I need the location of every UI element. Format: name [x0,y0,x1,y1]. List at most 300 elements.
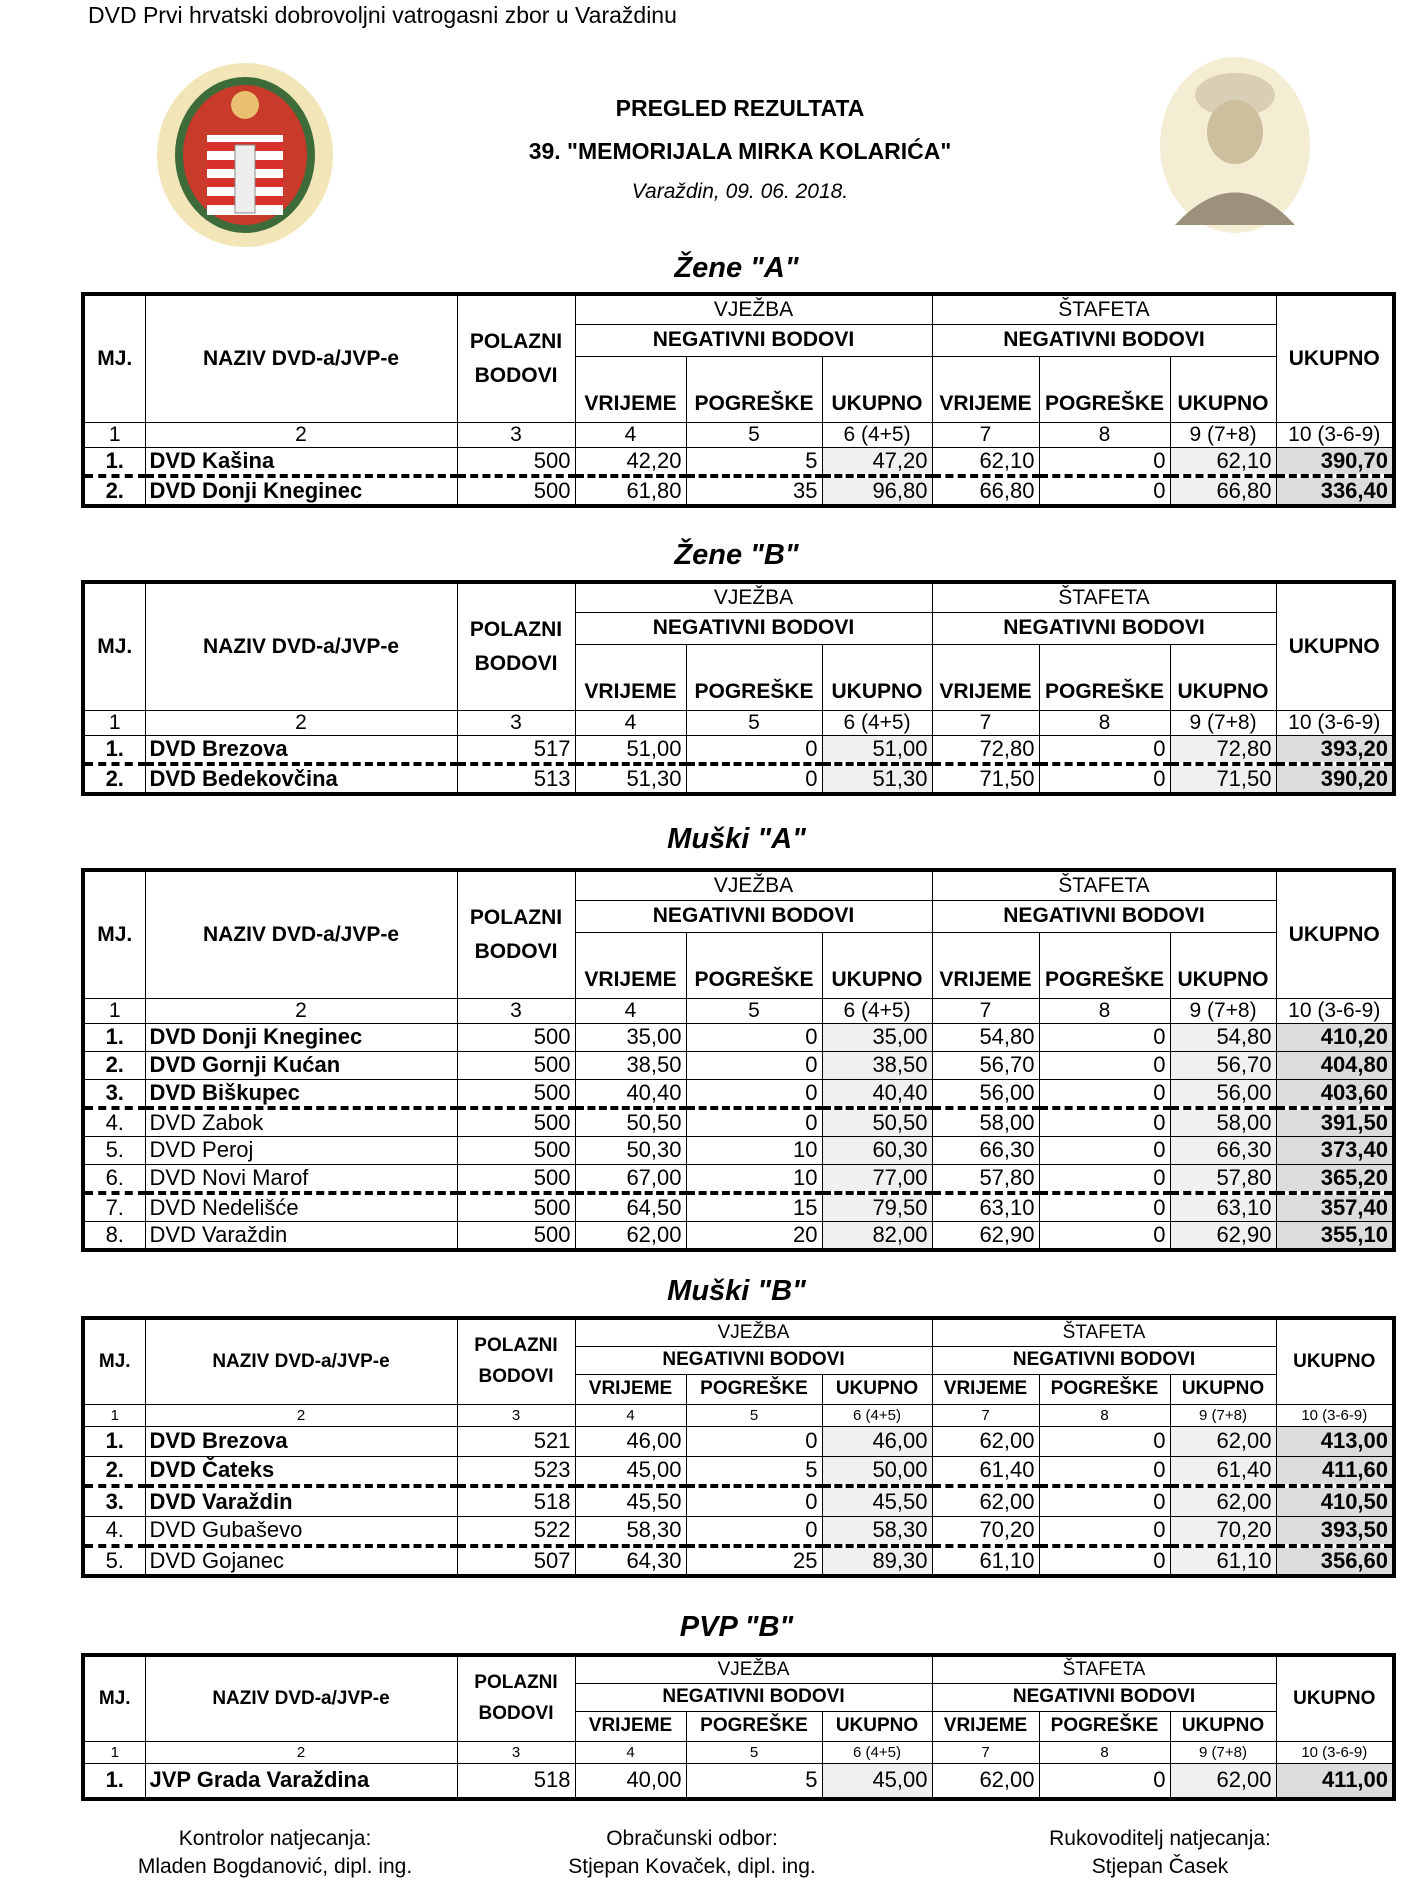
cell: 96,80 [822,476,932,506]
cell: 62,10 [932,447,1039,476]
cell: 0 [1039,1136,1170,1164]
cell: 500 [457,447,575,476]
col-header-vrijeme: VRIJEME [575,644,686,710]
cell: 413,00 [1276,1426,1394,1456]
col-header-relay: ŠTAFETA [932,1318,1276,1346]
cell: 390,20 [1276,764,1394,794]
cell: 61,40 [1170,1456,1276,1486]
cell: 35 [686,476,822,506]
col-header-name: NAZIV DVD-a/JVP-e [145,870,457,998]
cell: 500 [457,1079,575,1108]
cell: 15 [686,1193,822,1222]
col-header-total: UKUPNO [1276,1655,1394,1741]
cell: 411,00 [1276,1763,1394,1799]
col-header-pogreske: POGREŠKE [686,932,822,998]
col-header-negative-points: NEGATIVNI BODOVI [575,1683,932,1711]
footer-role: Kontrolor natjecanja: [178,1827,372,1850]
cell: 47,20 [822,447,932,476]
section-title: Žene "A" [674,252,799,284]
table-row [83,1108,1394,1137]
cell: DVD Gubaševo [145,1516,457,1546]
section-title: Žene "B" [674,539,799,571]
column-number: 8 [1039,422,1170,447]
results-table [81,292,1396,508]
cell: DVD Kašina [145,447,457,476]
col-header-name: NAZIV DVD-a/JVP-e [145,582,457,710]
cell: 54,80 [1170,1023,1276,1051]
cell: 410,20 [1276,1023,1394,1051]
cell: 500 [457,1164,575,1193]
column-number: 6 (4+5) [822,1404,932,1426]
footer-role: Rukovoditelj natjecanja: [1049,1827,1271,1850]
column-number: 7 [932,710,1039,735]
cell: 336,40 [1276,476,1394,506]
cell: 64,30 [575,1546,686,1576]
column-number: 5 [686,710,822,735]
cell: 82,00 [822,1221,932,1250]
column-number: 1 [83,998,145,1023]
column-number: 9 (7+8) [1170,1741,1276,1763]
cell: 56,70 [1170,1051,1276,1079]
table-row [83,1051,1394,1079]
col-header-relay: ŠTAFETA [932,294,1276,324]
col-header-pogreske: POGREŠKE [686,644,822,710]
column-number: 4 [575,998,686,1023]
cell: 45,50 [575,1486,686,1516]
column-number: 9 (7+8) [1170,710,1276,735]
col-header-pogreske: POGREŠKE [686,1374,822,1404]
cell: 64,50 [575,1193,686,1222]
cell: 0 [1039,764,1170,794]
column-number: 7 [932,422,1039,447]
cell: 0 [1039,1546,1170,1576]
column-number: 6 (4+5) [822,710,932,735]
cell: 46,00 [822,1426,932,1456]
cell: 1. [83,735,145,764]
col-header-pogreske: POGREŠKE [686,1711,822,1741]
cell: 35,00 [822,1023,932,1051]
cell: 500 [457,1193,575,1222]
cell: 58,30 [822,1516,932,1546]
cell: 0 [686,764,822,794]
column-number: 10 (3-6-9) [1276,710,1394,735]
column-number: 7 [932,1741,1039,1763]
cell: DVD Varaždin [145,1221,457,1250]
cell: 58,30 [575,1516,686,1546]
cell: 356,60 [1276,1546,1394,1576]
cell: 51,30 [575,764,686,794]
col-header-place: MJ. [83,1655,145,1741]
cell: 10 [686,1164,822,1193]
place-date: Varaždin, 09. 06. 2018. [631,180,849,203]
col-header-ukupno: UKUPNO [1170,356,1276,422]
col-header-vrijeme: VRIJEME [575,1374,686,1404]
header-line: POLAZNI [469,330,563,354]
col-header-start-points [457,1318,575,1404]
cell: DVD Peroj [145,1136,457,1164]
cell: 56,00 [1170,1079,1276,1108]
cell: 57,80 [932,1164,1039,1193]
cell: 1. [83,447,145,476]
col-header-place: MJ. [83,870,145,998]
cell: DVD Brezova [145,1426,457,1456]
cell: 0 [1039,1164,1170,1193]
cell: 56,70 [932,1051,1039,1079]
column-number: 7 [932,1404,1039,1426]
cell: 42,20 [575,447,686,476]
cell: 0 [1039,1516,1170,1546]
cell: 51,30 [822,764,932,794]
cell: 391,50 [1276,1108,1394,1137]
cell: 0 [686,1023,822,1051]
cell: 58,00 [1170,1108,1276,1137]
cell: 7. [83,1193,145,1222]
cell: 355,10 [1276,1221,1394,1250]
col-header-place: MJ. [83,582,145,710]
column-number: 10 (3-6-9) [1276,1741,1394,1763]
column-number: 1 [83,1741,145,1763]
col-header-exercise: VJEŽBA [575,582,932,612]
col-header-exercise: VJEŽBA [575,870,932,900]
cell: 0 [686,735,822,764]
cell: 522 [457,1516,575,1546]
column-number: 5 [686,1741,822,1763]
col-header-vrijeme: VRIJEME [575,932,686,998]
column-number: 2 [145,710,457,735]
section-title: PVP "B" [679,1611,794,1643]
col-header-total: UKUPNO [1276,582,1394,710]
cell: 0 [1039,1763,1170,1799]
col-header-ukupno: UKUPNO [1170,932,1276,998]
cell: 373,40 [1276,1136,1394,1164]
column-number: 5 [686,998,822,1023]
cell: 0 [1039,476,1170,506]
cell: 89,30 [822,1546,932,1576]
table-row [83,1546,1394,1576]
col-header-start-points [457,582,575,710]
table-row [83,1193,1394,1222]
cell: 2. [83,476,145,506]
table-row [83,1486,1394,1516]
col-header-ukupno: UKUPNO [1170,1374,1276,1404]
cell: 0 [1039,1193,1170,1222]
cell: 20 [686,1221,822,1250]
col-header-negative-points: NEGATIVNI BODOVI [575,324,932,356]
cell: 62,00 [1170,1763,1276,1799]
col-header-vrijeme: VRIJEME [932,644,1039,710]
col-header-pogreske: POGREŠKE [1039,1374,1170,1404]
column-number: 1 [83,710,145,735]
cell: 51,00 [822,735,932,764]
cell: 0 [1039,735,1170,764]
column-number: 6 (4+5) [822,1741,932,1763]
cell: DVD Varaždin [145,1486,457,1516]
col-header-pogreske: POGREŠKE [1039,1711,1170,1741]
cell: 50,50 [822,1108,932,1137]
column-number: 8 [1039,998,1170,1023]
cell: 500 [457,1221,575,1250]
col-header-start-points [457,870,575,998]
cell: 517 [457,735,575,764]
header-line: BODOVI [478,1702,554,1724]
header-line: POLAZNI [469,618,563,642]
col-header-negative-points: NEGATIVNI BODOVI [932,324,1276,356]
cell: 4. [83,1108,145,1137]
cell: 70,20 [1170,1516,1276,1546]
col-header-exercise: VJEŽBA [575,294,932,324]
col-header-vrijeme: VRIJEME [932,1711,1039,1741]
col-header-relay: ŠTAFETA [932,1655,1276,1683]
results-table [81,1316,1396,1578]
cell: 2. [83,1051,145,1079]
col-header-relay: ŠTAFETA [932,870,1276,900]
cell: 1. [83,1023,145,1051]
cell: 0 [686,1051,822,1079]
col-header-ukupno: UKUPNO [822,356,932,422]
cell: DVD Donji Kneginec [145,476,457,506]
table-row [83,476,1394,506]
cell: 54,80 [932,1023,1039,1051]
cell: DVD Zabok [145,1108,457,1137]
cell: 40,40 [575,1079,686,1108]
document-title: PREGLED REZULTATA [615,95,865,121]
column-number: 2 [145,422,457,447]
column-number: 3 [457,998,575,1023]
col-header-ukupno: UKUPNO [822,1374,932,1404]
cell: 62,90 [1170,1221,1276,1250]
column-number: 9 (7+8) [1170,998,1276,1023]
cell: 518 [457,1763,575,1799]
col-header-relay: ŠTAFETA [932,582,1276,612]
column-number: 2 [145,1741,457,1763]
col-header-total: UKUPNO [1276,1318,1394,1404]
cell: 51,00 [575,735,686,764]
organization-name: DVD Prvi hrvatski dobrovoljni vatrogasni zbor u Varaždinu [88,2,677,28]
section-title: Muški "A" [667,823,806,855]
col-header-pogreske: POGREŠKE [1039,644,1170,710]
cell: DVD Brezova [145,735,457,764]
cell: DVD Gojanec [145,1546,457,1576]
cell: 0 [1039,447,1170,476]
col-header-negative-points: NEGATIVNI BODOVI [932,1683,1276,1711]
col-header-total: UKUPNO [1276,294,1394,422]
column-number: 6 (4+5) [822,998,932,1023]
cell: DVD Donji Kneginec [145,1023,457,1051]
cell: 393,20 [1276,735,1394,764]
footer-name: Mladen Bogdanović, dipl. ing. [137,1855,413,1878]
cell: 1. [83,1426,145,1456]
cell: DVD Biškupec [145,1079,457,1108]
cell: 72,80 [1170,735,1276,764]
cell: 62,00 [1170,1426,1276,1456]
col-header-negative-points: NEGATIVNI BODOVI [575,900,932,932]
column-number: 9 (7+8) [1170,1404,1276,1426]
column-number: 5 [686,422,822,447]
cell: 521 [457,1426,575,1456]
footer-name: Stjepan Kovaček, dipl. ing. [568,1855,816,1878]
cell: 61,10 [932,1546,1039,1576]
cell: 66,30 [932,1136,1039,1164]
col-header-name: NAZIV DVD-a/JVP-e [145,1655,457,1741]
col-header-total: UKUPNO [1276,870,1394,998]
cell: 38,50 [822,1051,932,1079]
cell: 507 [457,1546,575,1576]
col-header-vrijeme: VRIJEME [575,356,686,422]
col-header-pogreske: POGREŠKE [686,356,822,422]
cell: 5. [83,1136,145,1164]
cell: 63,10 [932,1193,1039,1222]
column-number: 8 [1039,1404,1170,1426]
col-header-place: MJ. [83,294,145,422]
coat-of-arms-image [145,60,345,250]
column-number: 3 [457,1741,575,1763]
cell: 500 [457,1051,575,1079]
col-header-ukupno: UKUPNO [822,932,932,998]
column-number: 2 [145,998,457,1023]
cell: 1. [83,1763,145,1799]
table-row [83,1136,1394,1164]
column-number: 3 [457,1404,575,1426]
col-header-vrijeme: VRIJEME [932,932,1039,998]
column-number: 4 [575,1404,686,1426]
cell: 50,30 [575,1136,686,1164]
column-number: 7 [932,998,1039,1023]
cell: 56,00 [932,1079,1039,1108]
header-line: POLAZNI [474,1335,558,1357]
col-header-place: MJ. [83,1318,145,1404]
cell: 365,20 [1276,1164,1394,1193]
footer-role: Obračunski odbor: [606,1827,778,1850]
cell: 61,10 [1170,1546,1276,1576]
cell: 50,50 [575,1108,686,1137]
table-row [83,735,1394,764]
cell: DVD Novi Marof [145,1164,457,1193]
col-header-name: NAZIV DVD-a/JVP-e [145,294,457,422]
portrait-image [1150,50,1320,235]
cell: 79,50 [822,1193,932,1222]
cell: 72,80 [932,735,1039,764]
cell: 8. [83,1221,145,1250]
cell: 393,50 [1276,1516,1394,1546]
column-number: 10 (3-6-9) [1276,998,1394,1023]
footer-competition-manager [980,1825,1340,1881]
column-number: 9 (7+8) [1170,422,1276,447]
cell: 404,80 [1276,1051,1394,1079]
cell: 62,00 [932,1763,1039,1799]
table-row [83,447,1394,476]
column-number: 4 [575,422,686,447]
cell: 35,00 [575,1023,686,1051]
cell: 500 [457,1136,575,1164]
cell: 50,00 [822,1456,932,1486]
col-header-start-points [457,294,575,422]
cell: 10 [686,1136,822,1164]
cell: 0 [1039,1108,1170,1137]
cell: DVD Nedelišće [145,1193,457,1222]
document-subtitle: 39. "MEMORIJALA MIRKA KOLARIĆA" [528,138,952,164]
cell: 518 [457,1486,575,1516]
footer-calculation-board [512,1825,872,1881]
cell: 61,80 [575,476,686,506]
table-row [83,1426,1394,1456]
table-row [83,1456,1394,1486]
cell: 70,20 [932,1516,1039,1546]
cell: 45,50 [822,1486,932,1516]
col-header-negative-points: NEGATIVNI BODOVI [575,1346,932,1374]
header-line: BODOVI [474,651,558,675]
cell: 4. [83,1516,145,1546]
cell: 63,10 [1170,1193,1276,1222]
cell: 0 [686,1426,822,1456]
column-number: 6 (4+5) [822,422,932,447]
section-title: Muški "B" [667,1275,806,1307]
col-header-pogreske: POGREŠKE [1039,932,1170,998]
col-header-pogreske: POGREŠKE [1039,356,1170,422]
cell: 5 [686,1763,822,1799]
column-number: 5 [686,1404,822,1426]
cell: 6. [83,1164,145,1193]
cell: 357,40 [1276,1193,1394,1222]
col-header-vrijeme: VRIJEME [932,1374,1039,1404]
cell: 61,40 [932,1456,1039,1486]
column-number: 3 [457,422,575,447]
cell: 5 [686,447,822,476]
header-line: BODOVI [478,1365,554,1387]
col-header-ukupno: UKUPNO [822,644,932,710]
cell: JVP Grada Varaždina [145,1763,457,1799]
cell: 0 [1039,1079,1170,1108]
cell: 58,00 [932,1108,1039,1137]
col-header-exercise: VJEŽBA [575,1318,932,1346]
cell: 0 [686,1108,822,1137]
col-header-ukupno: UKUPNO [1170,1711,1276,1741]
cell: 0 [1039,1023,1170,1051]
cell: 45,00 [575,1456,686,1486]
cell: 3. [83,1079,145,1108]
col-header-vrijeme: VRIJEME [575,1711,686,1741]
column-number: 3 [457,710,575,735]
column-number: 1 [83,422,145,447]
col-header-negative-points: NEGATIVNI BODOVI [932,612,1276,644]
column-number: 8 [1039,710,1170,735]
col-header-vrijeme: VRIJEME [932,356,1039,422]
column-number: 1 [83,1404,145,1426]
cell: 62,00 [932,1426,1039,1456]
cell: 46,00 [575,1426,686,1456]
cell: 40,00 [575,1763,686,1799]
table-row [83,1023,1394,1051]
column-number: 10 (3-6-9) [1276,1404,1394,1426]
col-header-negative-points: NEGATIVNI BODOVI [575,612,932,644]
results-table [81,1653,1396,1801]
cell: 62,10 [1170,447,1276,476]
cell: 62,00 [932,1486,1039,1516]
cell: 0 [686,1079,822,1108]
cell: 5 [686,1456,822,1486]
cell: 57,80 [1170,1164,1276,1193]
cell: 2. [83,764,145,794]
header-line: POLAZNI [469,906,563,930]
cell: 71,50 [932,764,1039,794]
cell: 77,00 [822,1164,932,1193]
cell: 25 [686,1546,822,1576]
cell: 40,40 [822,1079,932,1108]
cell: 523 [457,1456,575,1486]
cell: DVD Gornji Kućan [145,1051,457,1079]
cell: 62,00 [1170,1486,1276,1516]
cell: 66,80 [1170,476,1276,506]
cell: 513 [457,764,575,794]
